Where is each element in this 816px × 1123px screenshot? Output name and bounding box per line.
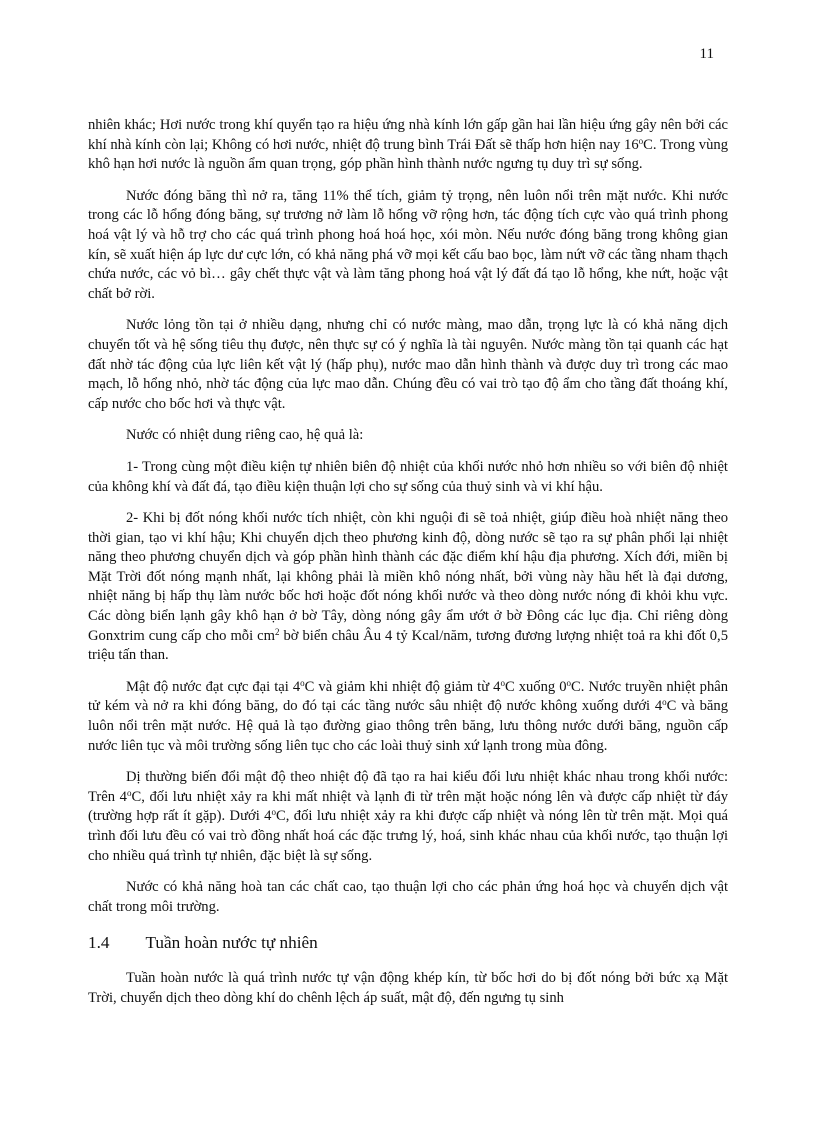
page-number: 11 xyxy=(699,46,714,62)
document-body xyxy=(88,116,728,1020)
paragraph: 2- Khi bị đốt nóng khối nước tích nhiệt, còn khi nguội đi sẽ toả nhiệt, giúp điều hoà nhiệt năng theo thời gian, tạo vi khí hậu; Khi chuyển dịch theo phương kinh độ, dòng nước sẽ tạo ra sự phân phối lại nhiệt năng theo phương chuyển dịch và góp phần hình thành các đặc điểm khí hậu địa phương. Xích đới, miền bị Mặt Trời đốt nóng mạnh nhất, lại không phải là miền khô nóng nhất, bởi vùng này hầu hết là đại dương, nhiệt năng bị hấp thụ làm nước bốc hơi hoặc đốt nóng khối nước và theo dòng nước nóng đi khỏi khu vực. Các dòng biển lạnh gây khô hạn ở bờ Tây, dòng nóng gây ẩm ướt ở bờ Đông các lục địa. Chỉ riêng dòng Gonxtrim cung cấp cho mỗi $cm^2$ bờ biển châu Âu 4 tỷ Kcal/năm, tương đương lượng nhiệt toả ra khi đốt 0,5 triệu tấn than. xyxy=(88,510,728,664)
section-heading xyxy=(88,933,728,953)
paragraph: Tuần hoàn nước là quá trình nước tự vận động khép kín, từ bốc hơi do bị đốt nóng bởi bức xạ Mặt Trời, chuyển dịch theo dòng khí do chênh lệch áp suất, mật độ, đến ngưng tụ sinh xyxy=(88,969,728,1006)
paragraph: Nước lỏng tồn tại ở nhiều dạng, nhưng chỉ có nước màng, mao dẫn, trọng lực là có khả năng dịch chuyển tốt và hệ sống tiêu thụ được, nên thực sự có ý nghĩa là tài nguyên. Nước màng tồn tại quanh các hạt đất nhờ tác động của lực liên kết vật lý (hấp phụ), nước mao dẫn hình thành và được duy trì trong các mao mạch, lỗ hổng nhỏ, nhờ tác động của lực mao dẫn. Chúng đều có vai trò tạo độ ẩm cho tầng đất thoáng khí, cấp nước cho bốc hơi và thực vật. xyxy=(88,317,728,412)
paragraph: nhiên khác; Hơi nước trong khí quyển tạo ra hiệu ứng nhà kính lớn gấp gần hai lần hiệu ứng gây nên bởi các khí nhà kính còn lại; Không có hơi nước, nhiệt độ trung bình Trái Đất sẽ thấp hơn hiện nay 16$^o$C. Trong vùng khô hạn hơi nước là nguồn ẩm quan trọng, góp phần hình thành nước ngưng tụ duy trì sự sống. xyxy=(88,117,728,173)
paragraph: Dị thường biến đổi mật độ theo nhiệt độ đã tạo ra hai kiểu đối lưu nhiệt khác nhau trong khối nước: Trên 4$^o$C, đối lưu nhiệt xảy ra khi mất nhiệt và lạnh đi từ trên mặt hoặc nóng lên và được cấp nhiệt từ đáy (trường hợp rất ít gặp). Dưới 4$^o$C, đối lưu nhiệt xảy ra khi được cấp nhiệt và nóng lên từ trên mặt. Mọi quá trình đối lưu đều có vai trò đồng nhất hoá các đặc trưng lý, hoá, sinh khác nhau của khối nước, tạo thuận lợi cho nhiều quá trình tự nhiên, đặc biệt là sự sống. xyxy=(88,769,729,864)
section-title: Tuần hoàn nước tự nhiên xyxy=(145,933,318,953)
paragraph: Nước có nhiệt dung riêng cao, hệ quả là: xyxy=(126,427,364,444)
paragraph: Mật độ nước đạt cực đại tại 4$^o$C và giảm khi nhiệt độ giảm từ 4$^o$C xuống 0$^o$C. Nước truyền nhiệt phân tử kém và nở ra khi đóng băng, do đó tại các tầng nước sâu nhiệt độ nước không xuống dưới 4$^o$C và băng luôn nổi trên mặt nước. Hệ quả là tạo đường giao thông trên băng, lưu thông nước dưới băng, nguồn cấp nước liên tục và môi trường sống liên tục cho các loài thuỷ sinh xứ lạnh trong mùa đông. xyxy=(88,677,729,754)
section-number: 1.4 xyxy=(88,933,110,953)
paragraph: Nước có khả năng hoà tan các chất cao, tạo thuận lợi cho các phản ứng hoá học và chuyển dịch vật chất trong môi trường. xyxy=(88,879,728,915)
paragraph: 1- Trong cùng một điều kiện tự nhiên biên độ nhiệt của khối nước nhỏ hơn nhiều so với biên độ nhiệt của không khí và đất đá, tạo điều kiện thuận lợi cho sự sống của thuỷ sinh và vi khí hậu. xyxy=(88,458,728,495)
paragraph: Nước đóng băng thì nở ra, tăng 11% thể tích, giảm tỷ trọng, nên luôn nổi trên mặt nước. Khi nước trong các lỗ hổng đóng băng, sự trương nở làm lỗ hổng vỡ rộng hơn, tác động tích cực vào quá trình phong hoá vật lý và hỗ trợ cho các quá trình phong hoá hoá học, xói mòn. Nếu nước đóng băng trong không gian kín, sẽ xuất hiện áp lực dư cực lớn, có khả năng phá vỡ mọi kết cấu bao bọc, làm nứt vỡ các tầng nham thạch chứa nước, các vỏ bì… gây chết thực vật và làm tăng phong hoá vật lý đất đá tạo lỗ hổng, khe nứt, hoặc vật chất bở rời. xyxy=(88,187,728,302)
